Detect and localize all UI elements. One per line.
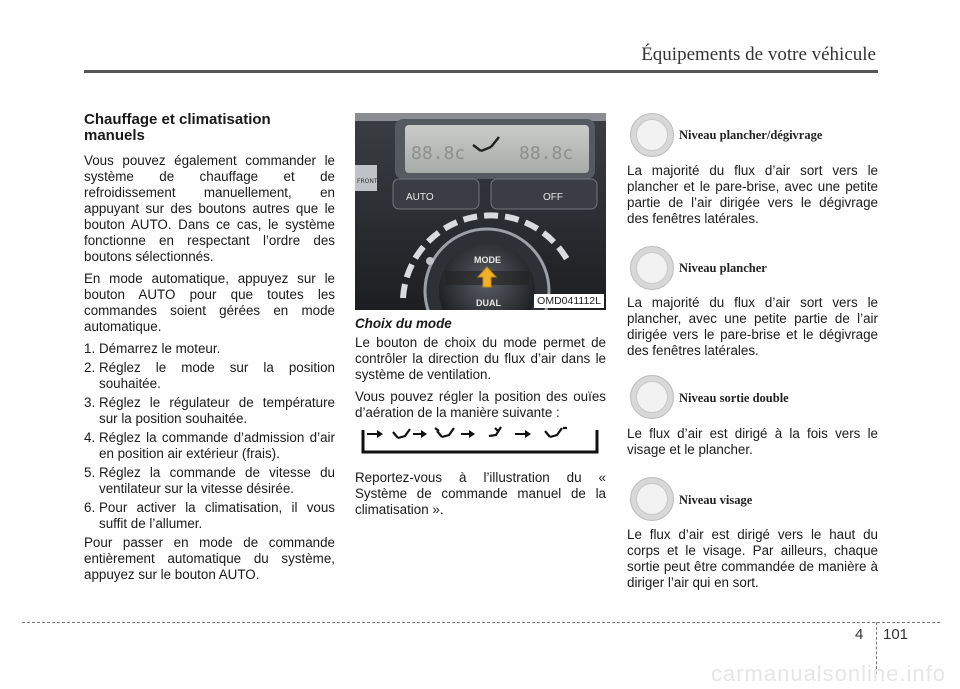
header-rule bbox=[84, 70, 878, 73]
page-number: 101 bbox=[883, 626, 909, 643]
list-item bbox=[84, 430, 335, 462]
arrow-right-icon bbox=[421, 430, 427, 438]
paragraph-auto-mode: En mode automatique, appuyez sur le bouton AUTO pour que toutes les commandes soient gérées en mode automatique. bbox=[84, 271, 335, 334]
climate-panel-illustration bbox=[355, 113, 606, 310]
subheading-mode: Choix du mode bbox=[355, 316, 452, 331]
column-mode-selection bbox=[355, 316, 606, 427]
floor-defrost-mode-icon bbox=[545, 428, 567, 437]
chapter-number: 4 bbox=[855, 626, 864, 643]
sequence-bracket bbox=[363, 430, 597, 452]
face-mode-icon bbox=[393, 429, 410, 438]
mode-label-face: Niveau visage bbox=[679, 493, 753, 507]
watermark: carmanualsonline.info bbox=[710, 661, 946, 686]
lcd-left-temp: 88.8c bbox=[411, 143, 466, 164]
floor-mode-icon bbox=[489, 427, 501, 436]
arrow-right-icon bbox=[525, 430, 531, 438]
bi-level-mode-icon bbox=[435, 428, 454, 437]
paragraph-vent-positions: Vous pouvez régler la position des ouïes d’aération de la manière suivante : bbox=[355, 389, 606, 420]
section-title: Équipements de votre véhicule bbox=[641, 44, 876, 65]
mode-text-floor-defrost: La majorité du flux d’air sort vers le plancher et le pare-brise, avec une petite partie de l’air dirigée vers le dégivrage des fenêtres latérales. bbox=[627, 163, 878, 226]
mode-label-bi-level: Niveau sortie double bbox=[679, 391, 789, 405]
step-number: 1. bbox=[84, 341, 96, 356]
step-text: Réglez la commande de vitesse du ventilateur sur la vitesse désirée. bbox=[99, 465, 335, 496]
column-manual-climate bbox=[84, 112, 335, 589]
step-number: 4. bbox=[84, 430, 96, 445]
step-number: 3. bbox=[84, 395, 96, 410]
mode-sequence-diagram bbox=[355, 422, 606, 456]
step-text: Réglez le mode sur la position souhaitée. bbox=[99, 360, 335, 391]
dual-label: DUAL bbox=[476, 298, 501, 308]
list-item bbox=[84, 341, 335, 357]
face-icon bbox=[630, 477, 674, 521]
bi-level-icon bbox=[630, 375, 674, 419]
paragraph-mode-button: Le bouton de choix du mode permet de contrôler la direction du flux d’air dans le système de ventilation. bbox=[355, 335, 606, 382]
column-mode-reference bbox=[355, 470, 606, 524]
list-item bbox=[84, 500, 335, 532]
step-text: Réglez la commande d’admission d’air en position air extérieur (frais). bbox=[99, 430, 335, 461]
mode-label: MODE bbox=[474, 255, 501, 265]
list-item bbox=[84, 465, 335, 497]
figure-code: OMD041112L bbox=[534, 294, 604, 308]
step-text: Réglez le régulateur de température sur la position souhaitée. bbox=[99, 395, 335, 426]
list-item bbox=[84, 360, 335, 392]
step-number: 6. bbox=[84, 500, 96, 515]
mode-text-bi-level: Le flux d’air est dirigé à la fois vers le visage et le plancher. bbox=[627, 426, 878, 457]
step-number: 2. bbox=[84, 360, 96, 375]
mode-text-face: Le flux d’air est dirigé vers le haut du corps et le visage. Par ailleurs, chaque sortie peut être commandée de manière à diriger l’air qui en sort. bbox=[627, 527, 878, 590]
mode-label-floor: Niveau plancher bbox=[679, 261, 767, 275]
fan-icon bbox=[426, 257, 434, 265]
paragraph-reference: Reportez-vous à l’illustration du « Système de commande manuel de la climatisation ». bbox=[355, 470, 606, 517]
floor-defrost-icon bbox=[630, 113, 674, 157]
step-text: Démarrez le moteur. bbox=[99, 341, 221, 356]
paragraph-full-auto: Pour passer en mode de commande entièrement automatique du système, appuyez sur le bouton AUTO. bbox=[84, 535, 335, 582]
front-label: FRONT bbox=[357, 178, 378, 185]
lcd-right-temp: 88.8c bbox=[519, 143, 574, 164]
list-item bbox=[84, 395, 335, 427]
step-number: 5. bbox=[84, 465, 96, 480]
floor-icon bbox=[630, 246, 674, 290]
steps-list bbox=[84, 341, 335, 532]
footer-rule bbox=[22, 622, 940, 623]
mode-text-floor: La majorité du flux d’air sort vers le plancher, avec une petite partie de l’air dirigée vers le pare-brise et le dégivrage des fenêtres latérales. bbox=[627, 295, 878, 358]
step-text: Pour activer la climatisation, il vous suffit de l’allumer. bbox=[99, 500, 335, 531]
mode-label-floor-defrost: Niveau plancher/dégivrage bbox=[679, 128, 823, 142]
climate-panel-photo bbox=[355, 113, 606, 310]
off-button-label: OFF bbox=[543, 192, 563, 203]
auto-button-label: AUTO bbox=[406, 192, 434, 203]
heading-manual-climate: Chauffage et climatisation manuels bbox=[84, 111, 271, 144]
paragraph-intro: Vous pouvez également commander le système de chauffage et de refroidissement manuellement, en appuyant sur des boutons autres que le bouton AUTO. Dans ce cas, le système fonctionne en respectant l’ordre des boutons sélectionnés. bbox=[84, 153, 335, 264]
arrow-right-icon bbox=[469, 430, 475, 438]
